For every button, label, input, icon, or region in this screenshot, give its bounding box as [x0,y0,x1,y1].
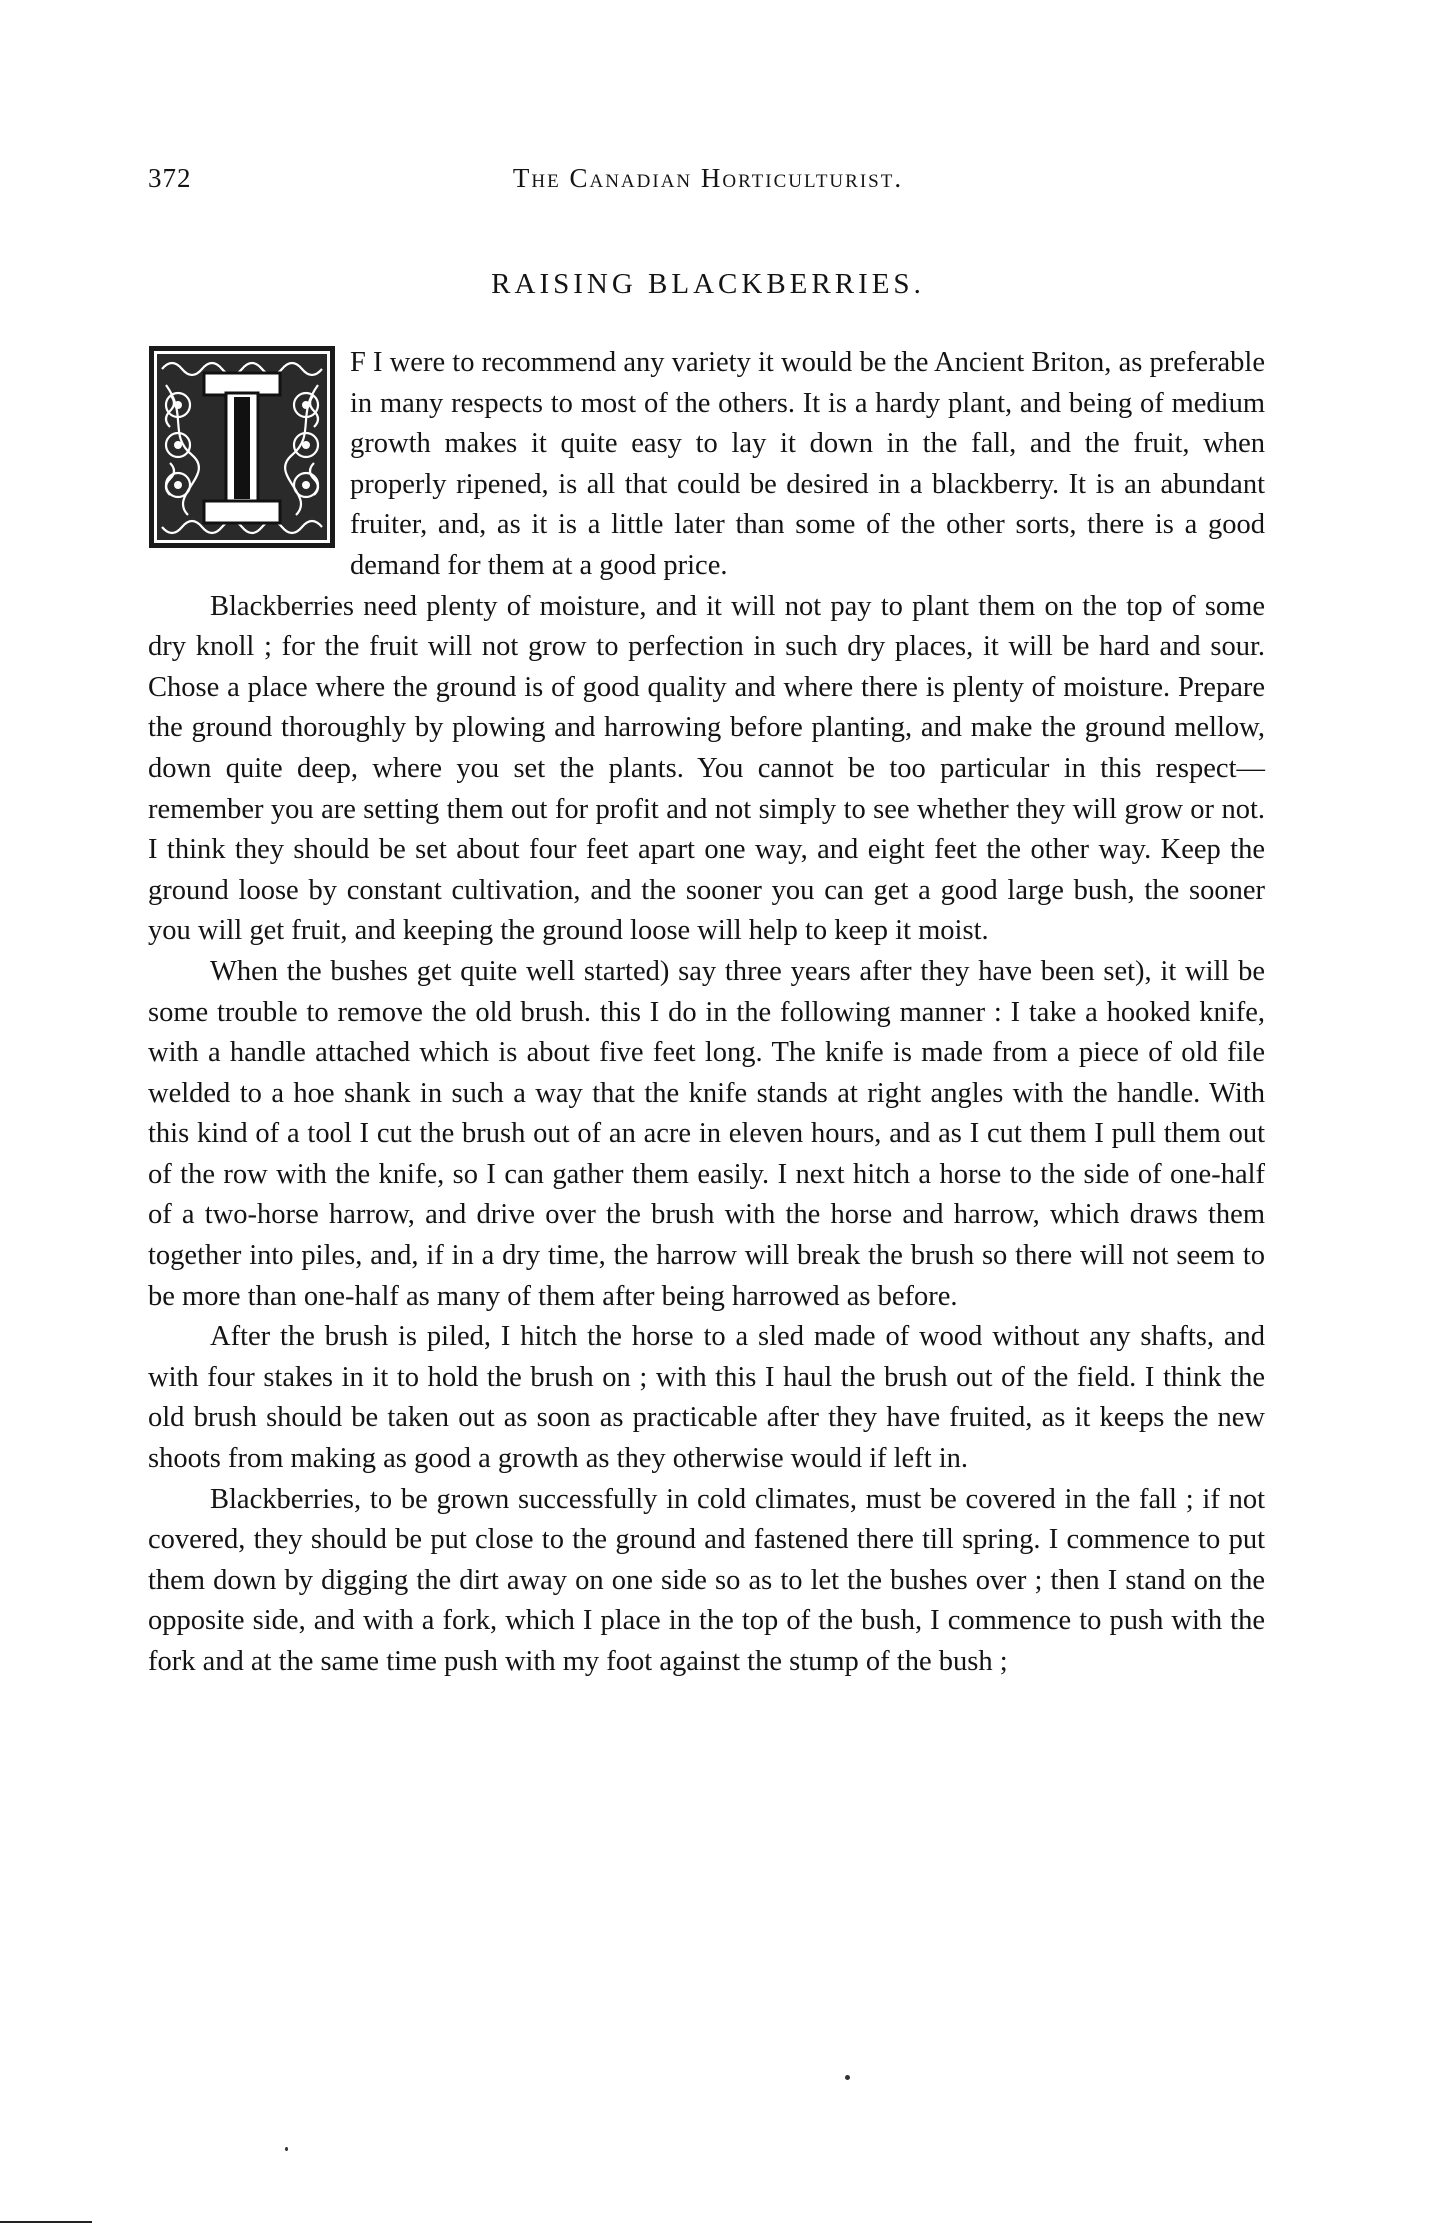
article-title: RAISING BLACKBERRIES. [491,268,925,300]
ornamental-drop-cap [148,345,336,549]
paragraph-3: When the bushes get quite well started) say three years after they have been set), it will be some trouble to remove the old brush. this I do in the following manner : I take a hooked knife, with a handle attached which is about five feet long. The knife is made from a piece of old file welded to a hoe shank in such a way that the knife stands at right angles with the handle. With this kind of a tool I cut the brush out of an acre in eleven hours, and as I cut them I pull them out of the row with the knife, so I can gather them easily. I next hitch a horse to the side of one-half of a two-horse harrow, and drive over the brush with the horse and harrow, which draws them together into piles, and, if in a dry time, the harrow will break the brush so there will not seem to be more than one-half as many of them after being harrowed as before. [148,955,1265,1312]
page-edge-rule [0,2221,92,2223]
paragraph-4: After the brush is piled, I hitch the horse to a sled made of wood without any shafts, and with four stakes in it to hold the brush on ; with this I haul the brush out of the field. I think the old brush should be taken out as soon as practicable after they have fruited, as it keeps the new shoots from making as good a growth as they otherwise would if left in. [148,1321,1265,1475]
ink-speck [285,2147,288,2151]
paragraph-1 [148,343,1265,587]
page-number: 372 [148,163,192,193]
journal-title: The Canadian Horticulturist. [512,163,904,193]
paragraph-5: Blackberries, to be grown successfully in cold climates, must be covered in the fall ; if not covered, they should be put close to the ground and fastened there till spring. I commence to put them down by digging the dirt away on one side so as to let the bushes over ; then I stand on the opposite side, and with a fork, which I place in the top of the bush, I commence to push with the fork and at the same time push with my foot against the stump of the bush ; [148,1483,1265,1677]
drop-cap-ornament [148,345,336,549]
running-head [148,163,1268,203]
paragraph-2: Blackberries need plenty of moisture, and it will not pay to plant them on the top of some dry knoll ; for the fruit will not grow to perfection in such dry places, it will be hard and sour. Chose a place where the ground is of good quality and where there is plenty of moisture. Prepare the ground thoroughly by plowing and harrowing before planting, and make the ground mellow, down quite deep, where you set the plants. You cannot be too particular in this respect—remember you are setting them out for profit and not simply to see whether they will grow or not. I think they should be set about four feet apart one way, and eight feet the other way. Keep the ground loose by constant cultivation, and the sooner you can get a good large bush, the sooner you will get fruit, and keeping the ground loose will help to keep it moist. [148,590,1265,947]
article-body [148,343,1265,1683]
paragraph-1-text: F I were to recommend any variety it would be the Ancient Briton, as preferable in many respects to most of the others. It is a hardy plant, and being of medium growth makes it quite easy to lay it down in the fall, and the fruit, when properly ripened, is all that could be desired in a blackberry. It is an abundant fruiter, and, as it is a little later than some of the other sorts, there is a good demand for them at a good price. [350,347,1265,581]
ink-speck [845,2075,850,2080]
